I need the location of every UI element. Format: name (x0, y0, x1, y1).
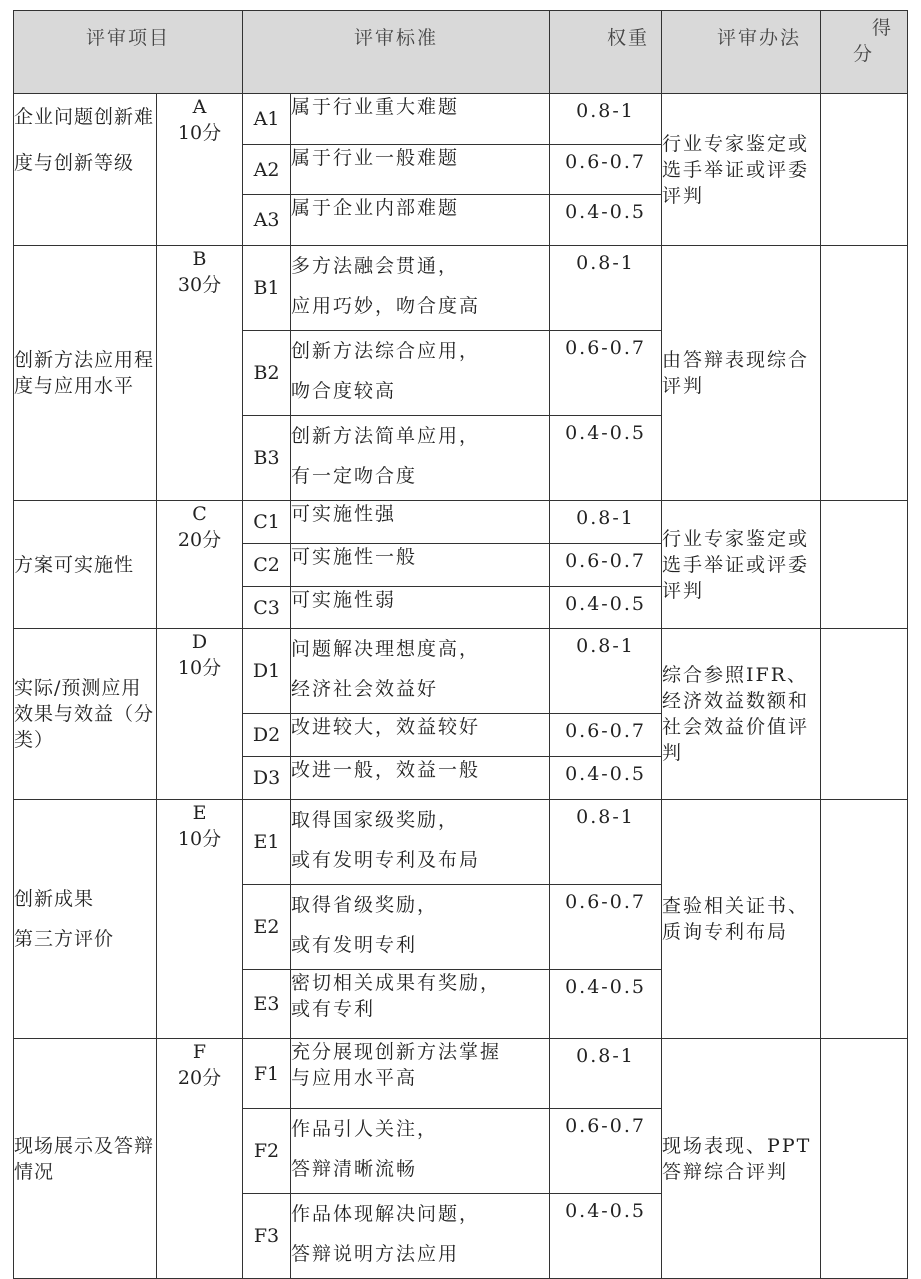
standard-text: 创新方法综合应用， 吻合度较高 (291, 331, 550, 416)
method-text: 综合参照IFR、经济效益数额和社会效益价值评判 (662, 629, 821, 800)
standard-text: 创新方法简单应用， 有一定吻合度 (291, 416, 550, 501)
table-row (14, 629, 908, 714)
table-row (14, 246, 908, 331)
weight-value: 0.8-1 (550, 501, 662, 544)
sub-code: E1 (243, 800, 291, 885)
item-name: 实际/预测应用效果与效益（分类） (14, 629, 157, 800)
method-text: 行业专家鉴定或选手举证或评委评判 (662, 501, 821, 629)
sub-code: F2 (243, 1109, 291, 1194)
item-name: 现场展示及答辩情况 (14, 1039, 157, 1279)
weight-value: 0.4-0.5 (550, 1194, 662, 1279)
sub-code: A1 (243, 94, 291, 145)
sub-code: D1 (243, 629, 291, 714)
table-row (14, 501, 908, 544)
score-cell (821, 629, 908, 800)
header-row (14, 11, 908, 94)
sub-code: E2 (243, 885, 291, 970)
score-cell (821, 1039, 908, 1279)
weight-value: 0.8-1 (550, 94, 662, 145)
sub-code: C1 (243, 501, 291, 544)
weight-value: 0.4-0.5 (550, 416, 662, 501)
method-text: 行业专家鉴定或选手举证或评委评判 (662, 94, 821, 246)
item-name: 创新方法应用程度与应用水平 (14, 246, 157, 501)
score-cell (821, 800, 908, 1039)
sub-code: E3 (243, 970, 291, 1039)
standard-text: 取得省级奖励， 或有发明专利 (291, 885, 550, 970)
standard-text: 可实施性强 (291, 501, 550, 544)
sub-code: F1 (243, 1039, 291, 1109)
standard-text: 取得国家级奖励， 或有发明专利及布局 (291, 800, 550, 885)
sub-code: F3 (243, 1194, 291, 1279)
table-row (14, 94, 908, 145)
weight-value: 0.6-0.7 (550, 145, 662, 195)
standard-text: 可实施性一般 (291, 544, 550, 587)
weight-value: 0.6-0.7 (550, 885, 662, 970)
item-name: 方案可实施性 (14, 501, 157, 629)
weight-value: 0.4-0.5 (550, 970, 662, 1039)
weight-value: 0.8-1 (550, 1039, 662, 1109)
weight-value: 0.8-1 (550, 246, 662, 331)
standard-text: 属于行业重大难题 (291, 94, 550, 145)
weight-value: 0.8-1 (550, 800, 662, 885)
weight-value: 0.6-0.7 (550, 714, 662, 757)
table-row (14, 800, 908, 885)
standard-text: 问题解决理想度高， 经济社会效益好 (291, 629, 550, 714)
sub-code: D2 (243, 714, 291, 757)
standard-text: 属于行业一般难题 (291, 145, 550, 195)
weight-value: 0.4-0.5 (550, 757, 662, 800)
weight-value: 0.6-0.7 (550, 1109, 662, 1194)
sub-code: A2 (243, 145, 291, 195)
header-score: 得 分 (821, 11, 908, 94)
standard-text: 多方法融会贯通， 应用巧妙，吻合度高 (291, 246, 550, 331)
score-cell (821, 94, 908, 246)
weight-value: 0.4-0.5 (550, 587, 662, 629)
item-code: B 30分 (157, 246, 243, 501)
score-cell (821, 501, 908, 629)
sub-code: B3 (243, 416, 291, 501)
header-standard: 评审标准 (243, 11, 550, 94)
standard-text: 改进较大，效益较好 (291, 714, 550, 757)
standard-text: 作品体现解决问题， 答辩说明方法应用 (291, 1194, 550, 1279)
standard-text: 密切相关成果有奖励， 或有专利 (291, 970, 550, 1039)
standard-text: 改进一般，效益一般 (291, 757, 550, 800)
item-code: E 10分 (157, 800, 243, 1039)
standard-text: 作品引人关注， 答辩清晰流畅 (291, 1109, 550, 1194)
standard-text: 充分展现创新方法掌握 与应用水平高 (291, 1039, 550, 1109)
header-item: 评审项目 (14, 11, 243, 94)
method-text: 由答辩表现综合评判 (662, 246, 821, 501)
sub-code: A3 (243, 195, 291, 246)
item-name: 企业问题创新难度与创新等级 (14, 94, 157, 246)
item-name: 创新成果 第三方评价 (14, 800, 157, 1039)
sub-code: B1 (243, 246, 291, 331)
weight-value: 0.4-0.5 (550, 195, 662, 246)
evaluation-table (13, 10, 908, 1279)
weight-value: 0.6-0.7 (550, 331, 662, 416)
score-cell (821, 246, 908, 501)
header-weight: 权重 (550, 11, 662, 94)
item-code: D 10分 (157, 629, 243, 800)
sub-code: B2 (243, 331, 291, 416)
standard-text: 可实施性弱 (291, 587, 550, 629)
item-code: F 20分 (157, 1039, 243, 1279)
table-row (14, 1039, 908, 1109)
sub-code: C3 (243, 587, 291, 629)
item-code: A 10分 (157, 94, 243, 246)
method-text: 现场表现、PPT答辩综合评判 (662, 1039, 821, 1279)
weight-value: 0.6-0.7 (550, 544, 662, 587)
item-code: C 20分 (157, 501, 243, 629)
weight-value: 0.8-1 (550, 629, 662, 714)
header-method: 评审办法 (662, 11, 821, 94)
sub-code: C2 (243, 544, 291, 587)
sub-code: D3 (243, 757, 291, 800)
standard-text: 属于企业内部难题 (291, 195, 550, 246)
method-text: 查验相关证书、质询专利布局 (662, 800, 821, 1039)
